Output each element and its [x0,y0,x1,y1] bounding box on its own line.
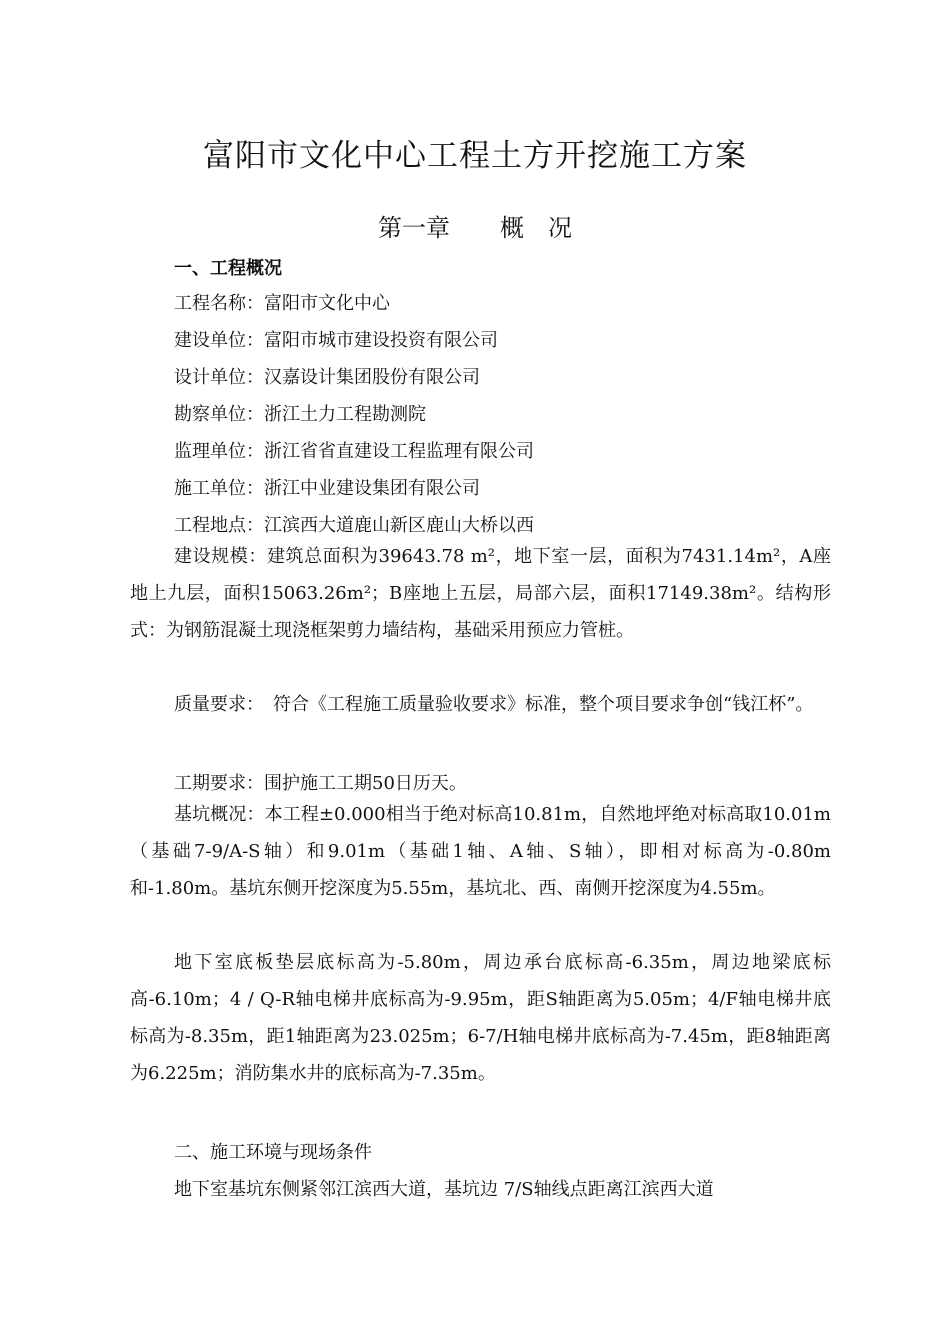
section-heading-environment: 二、施工环境与现场条件 [174,1142,372,1163]
info-line-contractor: 施工单位：浙江中业建设集团有限公司 [174,478,480,499]
pit-paragraph: 基坑概况：本工程±0.000相当于绝对标高10.81m，自然地坪绝对标高取10.01m（基础7-9/A-S轴）和9.01m（基础1轴、A轴、S轴），即相对标高为-0.80m和-1.80m。基坑东侧开挖深度为5.55m，基坑北、西、南侧开挖深度为4.55m。 [130,804,831,899]
info-line-project-name: 工程名称：富阳市文化中心 [174,293,390,314]
environment-line: 地下室基坑东侧紧邻江滨西大道，基坑边 7/S轴线点距离江滨西大道 [174,1179,714,1200]
info-line-supervisor: 监理单位：浙江省省直建设工程监理有限公司 [174,441,534,462]
chapter-name: 概 况 [500,214,572,242]
info-line-location: 工程地点：江滨西大道鹿山新区鹿山大桥以西 [174,515,534,536]
document-title: 富阳市文化中心工程土方开挖施工方案 [203,138,747,174]
chapter-label: 第一章 [378,214,450,242]
section-heading-overview: 一、工程概况 [174,258,282,279]
scale-paragraph: 建设规模：建筑总面积为39643.78 m²，地下室一层，面积为7431.14m²，A座地上九层，面积15063.26m²；B座地上五层，局部六层，面积17149.38m²。结构形式：为钢筋混凝土现浇框架剪力墙结构，基础采用预应力管桩。 [130,546,831,641]
info-line-designer: 设计单位：汉嘉设计集团股份有限公司 [174,367,480,388]
quality-paragraph: 质量要求： 符合《工程施工质量验收要求》标准，整个项目要求争创“钱江杯”。 [174,694,814,715]
period-line: 工期要求：围护施工工期50日历天。 [174,773,467,794]
info-line-surveyor: 勘察单位：浙江土力工程勘测院 [174,404,426,425]
info-line-owner: 建设单位：富阳市城市建设投资有限公司 [174,330,498,351]
basement-paragraph: 地下室底板垫层底标高为-5.80m，周边承台底标高-6.35m，周边地梁底标高-6.10m；4 / Q-R轴电梯井底标高为-9.95m，距S轴距离为5.05m；4/F轴电梯井底标高为-8.35m，距1轴距离为23.025m；6-7/H轴电梯井底标高为-7.45m，距8轴距离为6.225m；消防集水井的底标高为-7.35m。 [130,952,831,1084]
chapter-heading [0,208,950,243]
